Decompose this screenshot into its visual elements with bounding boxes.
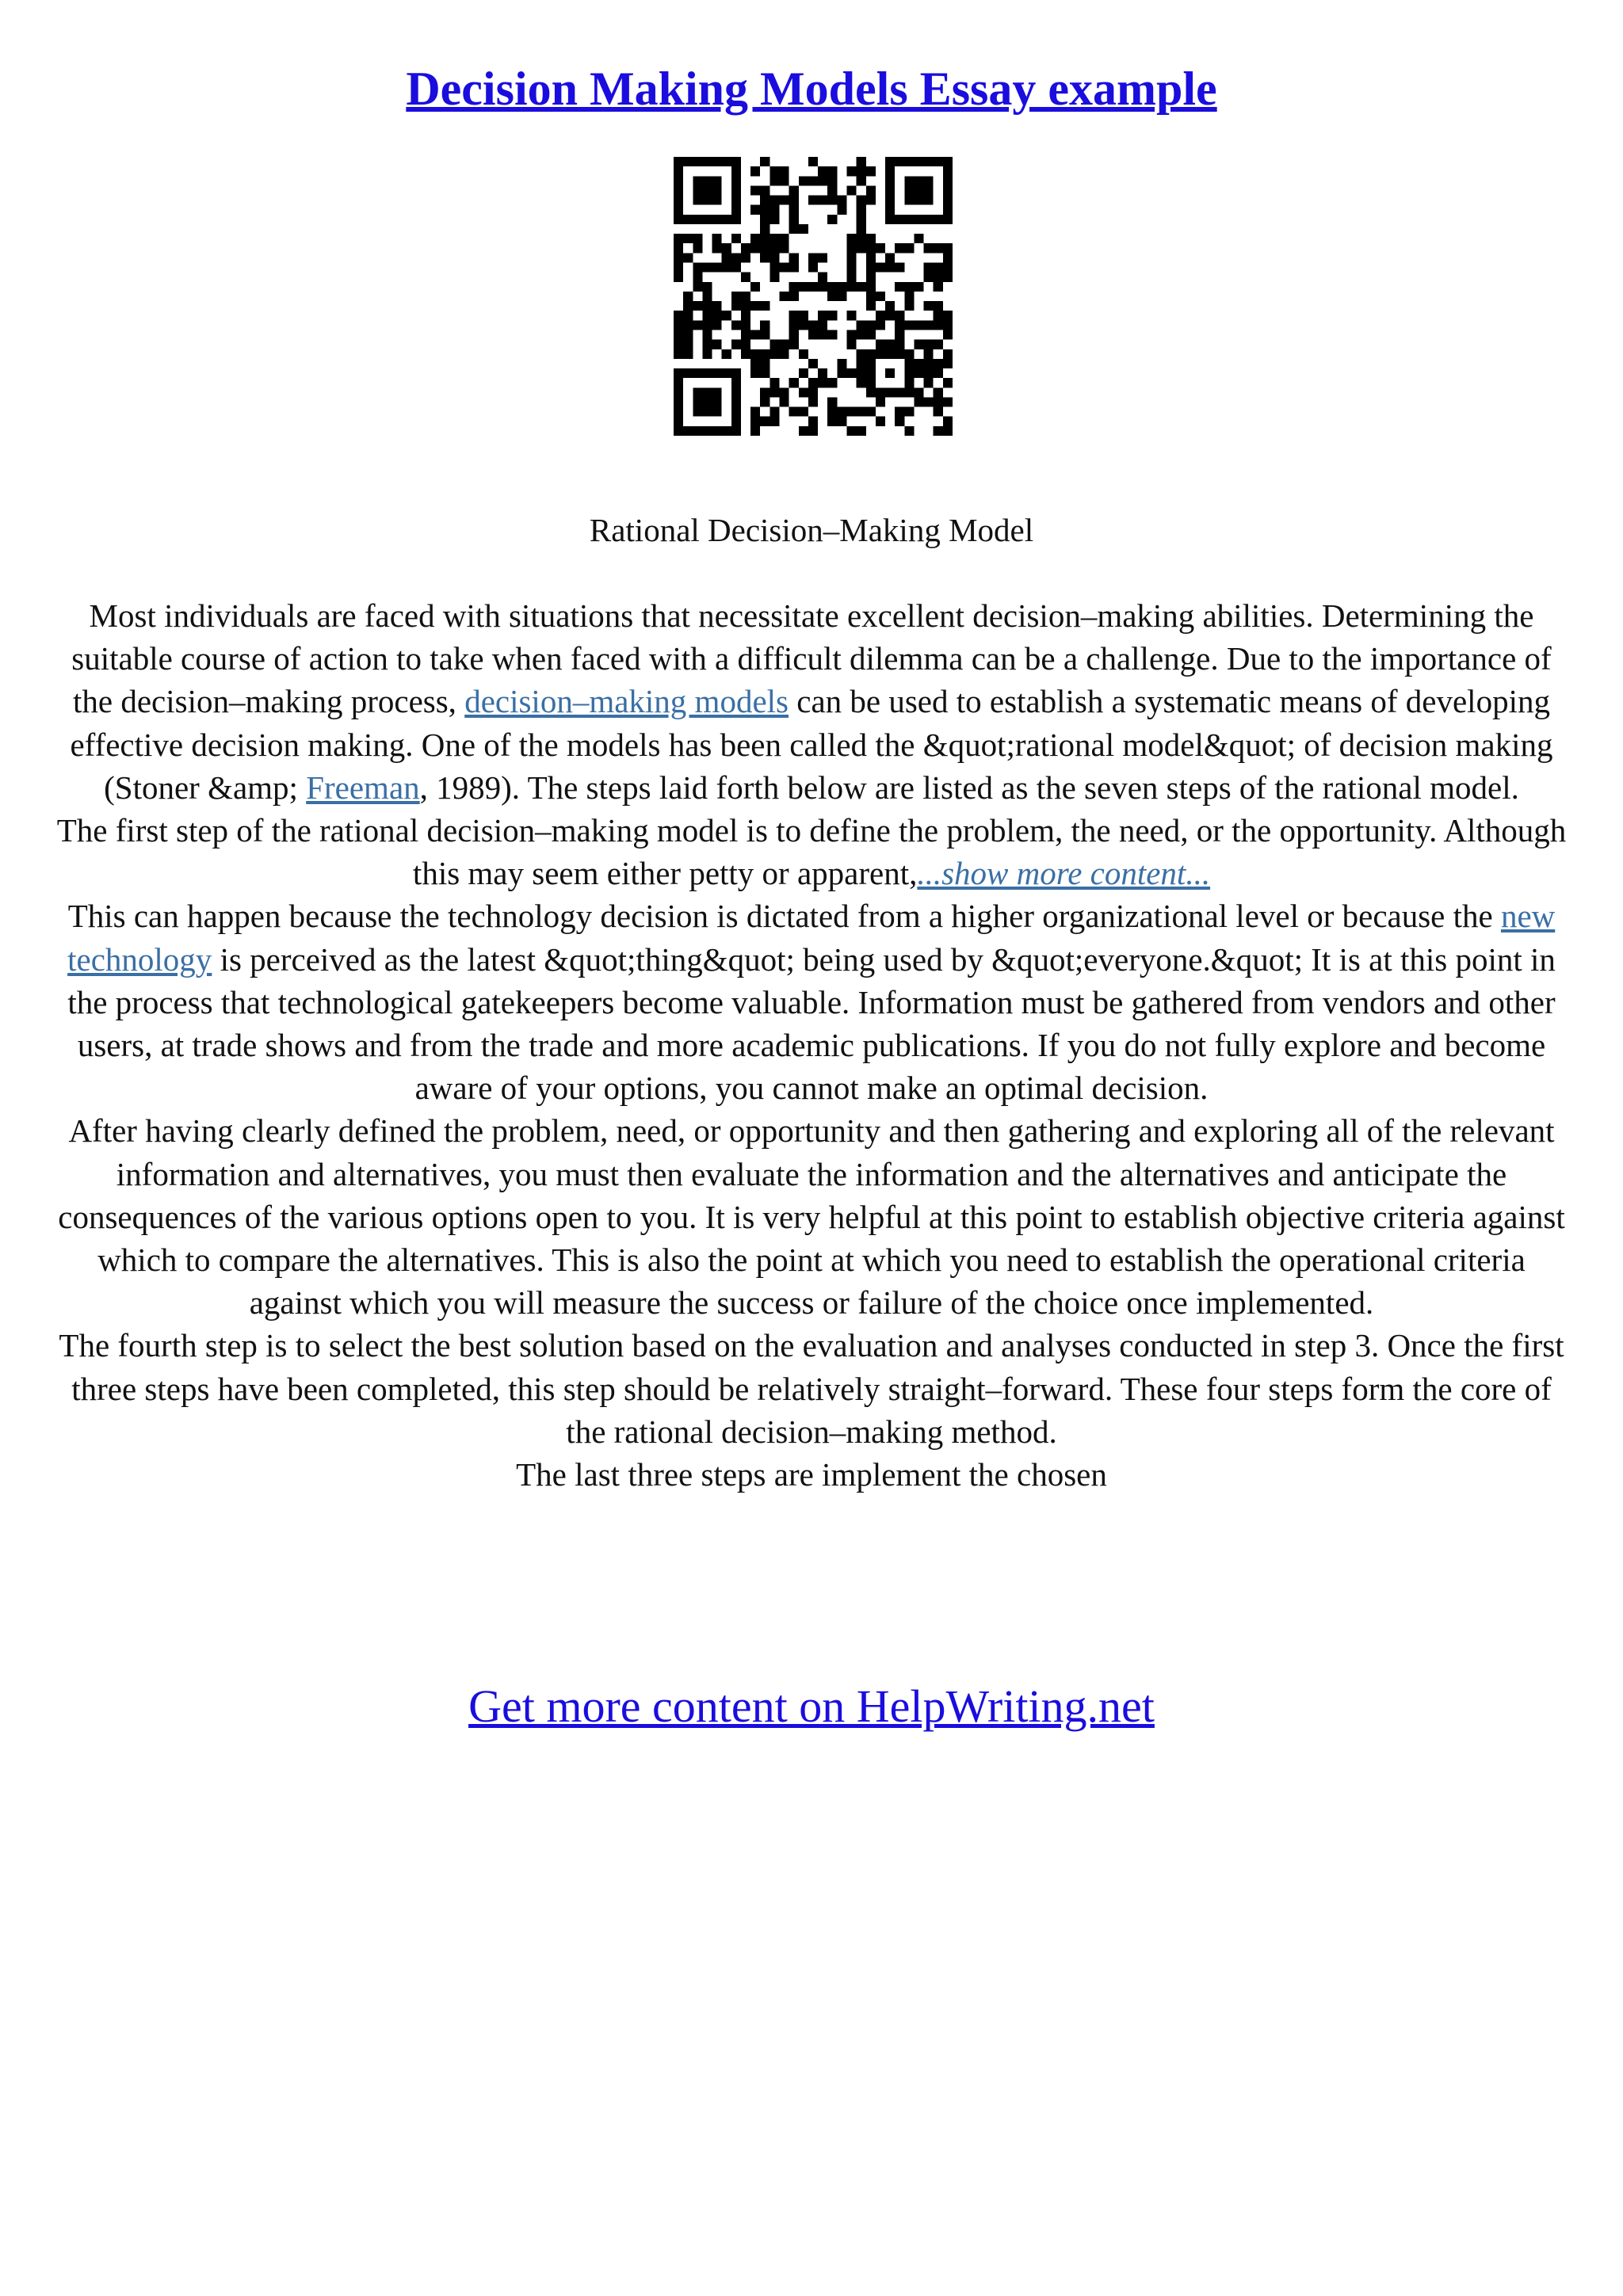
paragraph-2: The first step of the rational decision–making model is to define the problem, the need, or the opportunity. Although this may seem either petty or apparent,...show more content... <box>56 812 1567 892</box>
footer <box>0 1678 1623 1735</box>
paragraph-5: The fourth step is to select the best solution based on the evaluation and analyses conducted in step 3. Once the first three steps have been completed, this step should be relatively straight–forward. These four steps form the core of the rational decision–making method. <box>59 1327 1564 1450</box>
essay-body <box>55 594 1568 1496</box>
essay-subtitle: Rational Decision–Making Model <box>589 512 1034 548</box>
paragraph-6: The last three steps are implement the chosen <box>516 1456 1107 1493</box>
link-decision-making-models[interactable]: decision–making models <box>464 683 789 720</box>
link-freeman[interactable]: Freeman <box>306 769 420 806</box>
paragraph-3: This can happen because the technology decision is dictated from a higher organizational level or because the new technology is perceived as the latest &quot;thing&quot; being used by &quot;everyone.&quot; It is at this point in the process that technological gatekeepers become valuable. Information must be gathered from vendors and other users, at trade shows and from the trade and more academic publications. If you do not fully explore and become aware of your options, you cannot make an optimal decision. <box>67 898 1556 1107</box>
helpwriting-link[interactable]: Get more content on HelpWriting.net <box>468 1680 1155 1732</box>
link-new-technology[interactable]: new technology <box>67 898 1556 978</box>
paragraph-4: After having clearly defined the problem, need, or opportunity and then gathering and exploring all of the relevant information and alternatives, you must then evaluate the information and the alternatives and anticipate the consequences of the various options open to you. It is very helpful at this point to establish objective criteria against which to compare the alternatives. This is also the point at which you need to establish the operational criteria against which you will measure the success or failure of the choice once implemented. <box>58 1112 1565 1322</box>
page-title <box>0 59 1623 119</box>
show-more-link[interactable]: ...show more content... <box>917 855 1211 892</box>
paragraph-1: Most individuals are faced with situations that necessitate excellent decision–making abilities. Determining the suitable course of action to take when faced with a difficult dilemma can be a challenge. Due to the importance of the decision–making process, decision–making models can be used to establish a systematic means of developing effective decision making. One of the models has been called the &quot;rational model&quot; of decision making (Stoner &amp; Freeman, 1989). The steps laid forth below are listed as the seven steps of the rational model. <box>70 597 1553 806</box>
title-link[interactable]: Decision Making Models Essay example <box>406 63 1217 115</box>
qr-code-icon <box>674 157 953 436</box>
